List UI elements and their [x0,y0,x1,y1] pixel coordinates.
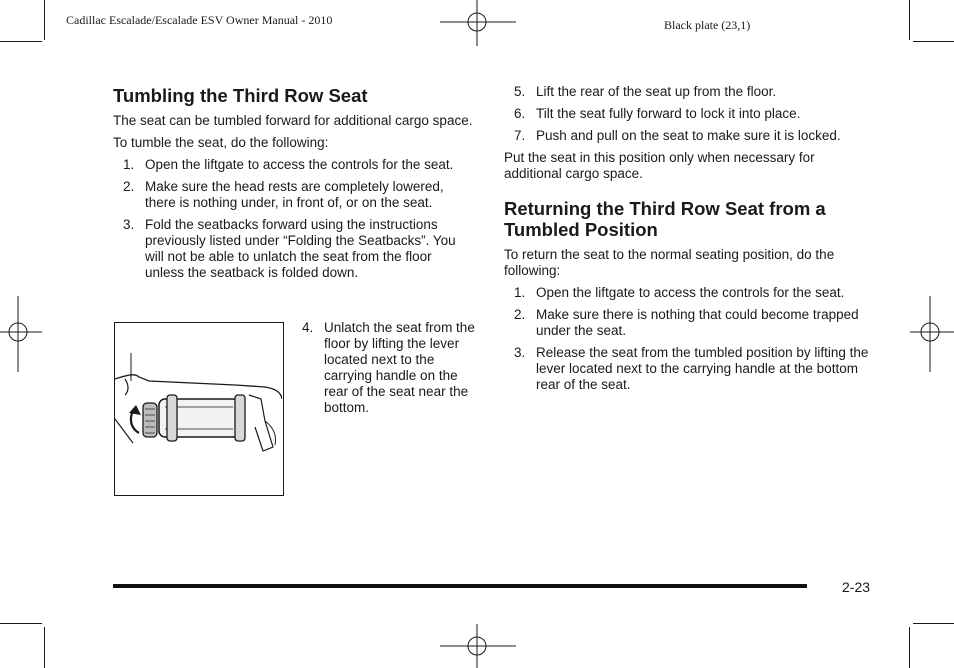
step-text: Open the liftgate to access the controls for the seat. [536,285,845,300]
step-item [504,307,874,339]
step-number: 2. [123,179,135,194]
step-number: 5. [514,84,526,99]
step-number: 7. [514,128,526,143]
section-title-returning: Returning the Third Row Seat from a Tumbled Position [504,198,826,240]
crop-mark [0,623,42,624]
step-text: Lift the rear of the seat up from the floor. [536,84,777,99]
crop-mark [0,41,42,42]
section-intro: The seat can be tumbled forward for additional cargo space. [113,113,473,128]
step-number: 6. [514,106,526,121]
crop-mark [44,0,45,40]
page-number: 2-23 [842,579,871,595]
section-lead: To return the seat to the normal seating position, do the following: [504,247,835,278]
column-right [504,84,874,399]
step-item [504,285,874,301]
step-item [113,157,473,173]
usage-note: Put the seat in this position only when necessary for additional cargo space. [504,150,815,181]
column-left [113,85,473,287]
step-text: Release the seat from the tumbled position by lifting the lever located next to the carrying handle at the bottom rear of the seat. [536,345,869,392]
registration-mark-top [440,0,516,46]
step-text: Tilt the seat fully forward to lock it into place. [536,106,801,121]
step-number: 3. [514,345,526,360]
step-number: 2. [514,307,526,322]
return-steps-list [504,285,874,393]
step-item [113,179,473,211]
section-lead: To tumble the seat, do the following: [113,135,329,150]
step-number: 1. [123,157,135,172]
step-text: Make sure the head rests are completely lowered, there is nothing under, in front of, or on the seat. [145,179,444,210]
seat-lever-illustration [114,322,284,496]
steps-list-continued [504,84,874,144]
step-number: 1. [514,285,526,300]
step-text: Make sure there is nothing that could become trapped under the seat. [536,307,859,338]
manual-title: Cadillac Escalade/Escalade ESV Owner Manual - 2010 [66,13,333,27]
step-item [113,217,473,281]
steps-list [113,157,473,281]
registration-mark-bottom [440,624,516,668]
registration-mark-left [0,296,42,372]
step-text: Unlatch the seat from the floor by lifting the lever located next to the carrying handle on the rear of the seat near the bottom. [324,320,475,415]
crop-mark [913,41,954,42]
crop-mark [909,0,910,40]
crop-mark [44,627,45,668]
footer-rule [113,584,807,588]
step-item [504,106,874,122]
registration-mark-right [910,296,954,372]
step-text: Open the liftgate to access the controls for the seat. [145,157,454,172]
section-title-tumbling: Tumbling the Third Row Seat [113,85,368,106]
step-number: 4. [302,320,314,335]
crop-mark [913,623,954,624]
seat-illustration-drawing [115,323,282,494]
step-item [504,128,874,144]
step-item [504,345,874,393]
step-text: Push and pull on the seat to make sure it is locked. [536,128,841,143]
plate-label: Black plate (23,1) [664,18,751,32]
step-number: 3. [123,217,135,232]
step-item [504,84,874,100]
crop-mark [909,627,910,668]
step-text: Fold the seatbacks forward using the instructions previously listed under “Folding the Seatbacks”. You will not be able to unlatch the seat from the floor unless the seatback is folded down. [145,217,456,280]
